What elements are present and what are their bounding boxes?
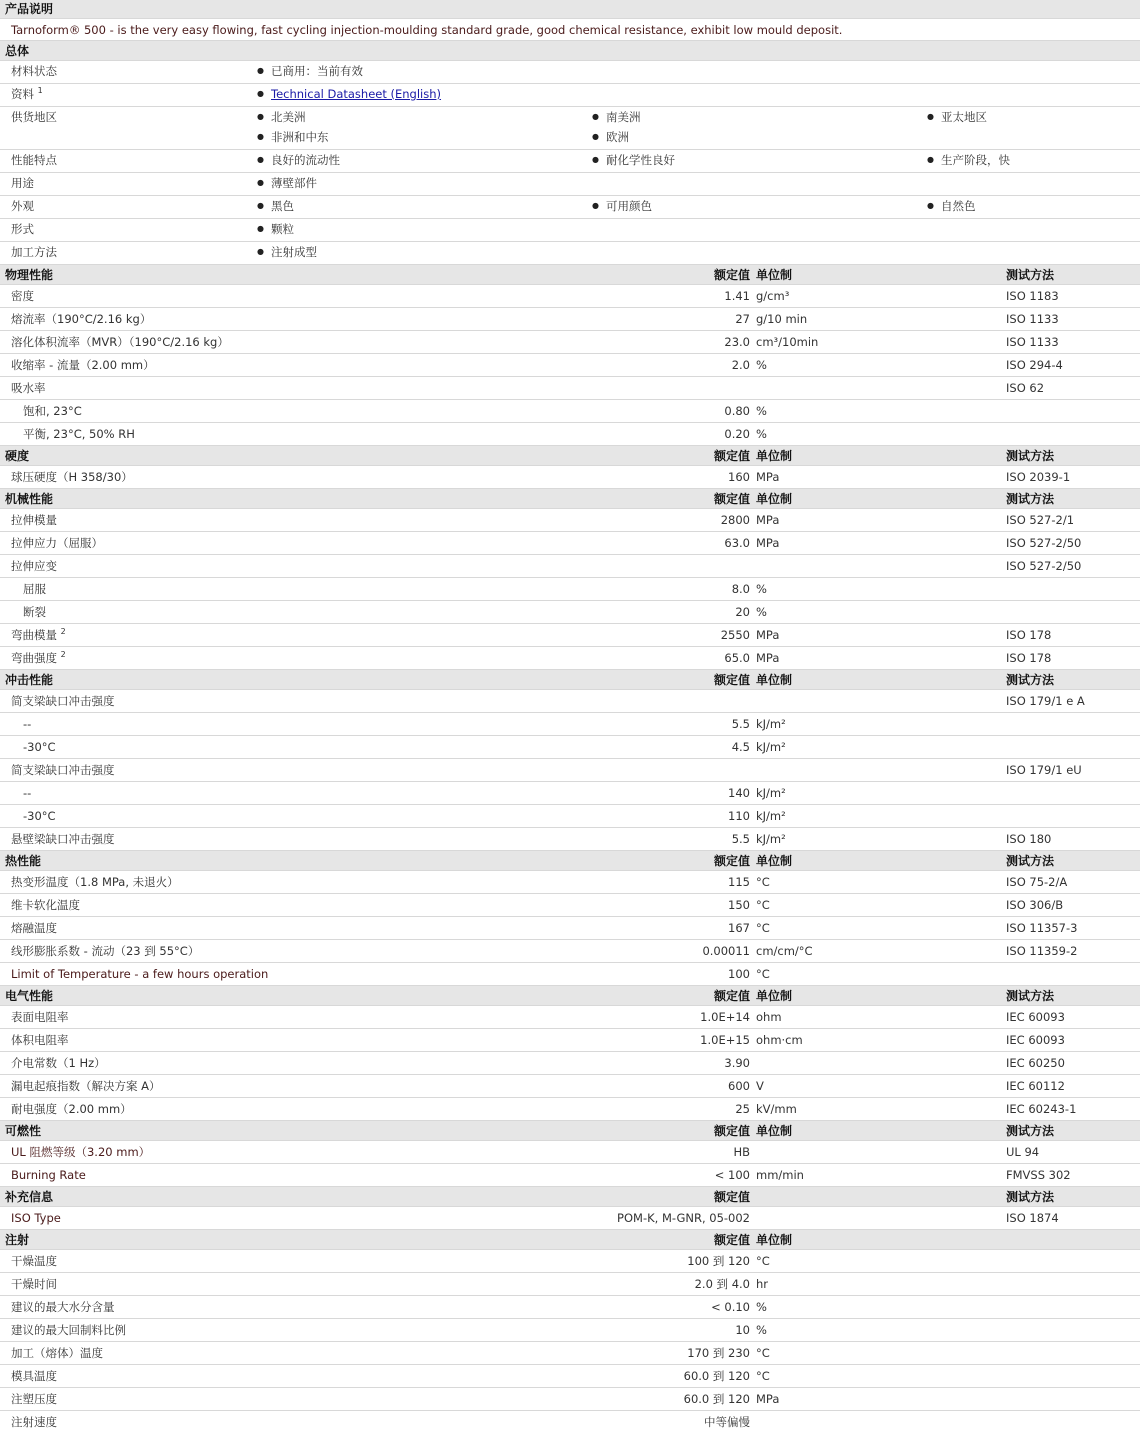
column-header-method: 测试方法 xyxy=(1006,492,1055,506)
property-row xyxy=(0,400,1140,423)
bullet-item xyxy=(592,107,641,127)
property-unit: °C xyxy=(756,875,770,889)
column-header-unit: 单位制 xyxy=(756,449,793,463)
section-header xyxy=(0,265,1140,285)
property-label: 简支梁缺口冲击强度 xyxy=(11,763,115,777)
test-method: ISO 1133 xyxy=(1006,335,1059,349)
test-method: IEC 60250 xyxy=(1006,1056,1065,1070)
column-header-method: 测试方法 xyxy=(1006,1190,1055,1204)
column-header-unit: 单位制 xyxy=(756,989,793,1003)
property-unit: ohm xyxy=(756,1010,782,1024)
property-value: 1.41 xyxy=(724,289,750,303)
general-row xyxy=(0,242,1140,265)
property-label: 密度 xyxy=(11,289,34,303)
property-label: -- xyxy=(23,786,32,800)
property-row xyxy=(0,624,1140,647)
property-unit: kV/mm xyxy=(756,1102,797,1116)
property-label: 加工（熔体）温度 xyxy=(11,1346,103,1360)
bullet-item xyxy=(257,61,363,81)
property-unit: % xyxy=(756,1323,767,1337)
bullet-item-text: ● 耐化学性良好 xyxy=(606,153,675,167)
property-label: 建议的最大水分含量 xyxy=(11,1300,115,1314)
property-label: 断裂 xyxy=(23,605,46,619)
property-value: 110 xyxy=(728,809,750,823)
test-method: ISO 306/B xyxy=(1006,898,1064,912)
property-label: 维卡软化温度 xyxy=(11,898,80,912)
property-label: 建议的最大回制料比例 xyxy=(11,1323,126,1337)
property-value: 0.80 xyxy=(724,404,750,418)
property-unit: MPa xyxy=(756,536,780,550)
column-header-value: 额定值 xyxy=(713,268,750,282)
property-row xyxy=(0,690,1140,713)
property-unit: MPa xyxy=(756,513,780,527)
property-value: 100 xyxy=(728,967,750,981)
test-method: IEC 60093 xyxy=(1006,1033,1065,1047)
property-value: HB xyxy=(733,1145,750,1159)
property-label: UL 阻燃等级（3.20 mm） xyxy=(11,1145,151,1159)
property-row xyxy=(0,1141,1140,1164)
property-value: POM-K, M-GNR, 05-002 xyxy=(617,1211,750,1225)
property-unit: °C xyxy=(756,1346,770,1360)
property-unit: % xyxy=(756,404,767,418)
property-row xyxy=(0,331,1140,354)
property-label: Burning Rate xyxy=(11,1168,86,1182)
bullet-item-text[interactable]: ● Technical Datasheet (English) xyxy=(271,87,442,101)
bullet-item-text: ● 亚太地区 xyxy=(941,110,987,124)
property-unit: cm³/10min xyxy=(756,335,819,349)
property-label: 表面电阻率 xyxy=(11,1010,69,1024)
property-label: 球压硬度（H 358/30） xyxy=(11,470,133,484)
column-header-value: 额定值 xyxy=(713,449,750,463)
property-unit: mm/min xyxy=(756,1168,804,1182)
bullet-item-text: ● 非洲和中东 xyxy=(271,130,329,144)
section-title: 热性能 xyxy=(5,854,42,868)
property-row xyxy=(0,1029,1140,1052)
property-value: 2800 xyxy=(720,513,750,527)
property-unit: % xyxy=(756,582,767,596)
property-value: 140 xyxy=(728,786,750,800)
bullet-item xyxy=(257,219,294,239)
property-row xyxy=(0,1250,1140,1273)
property-unit: kJ/m² xyxy=(756,832,786,846)
property-value: 100 到 120 xyxy=(687,1254,750,1268)
section-title: 冲击性能 xyxy=(5,673,54,687)
section-header-description xyxy=(0,0,1140,19)
property-row xyxy=(0,917,1140,940)
field-label: 加工方法 xyxy=(11,245,57,259)
property-value: 3.90 xyxy=(724,1056,750,1070)
field-label: 材料状态 xyxy=(11,64,57,78)
general-row xyxy=(0,107,1140,150)
property-unit: % xyxy=(756,605,767,619)
section-header xyxy=(0,489,1140,509)
column-header-unit: 单位制 xyxy=(756,673,793,687)
column-header-value: 额定值 xyxy=(713,989,750,1003)
field-label: 性能特点 xyxy=(11,153,57,167)
property-row xyxy=(0,1365,1140,1388)
property-row xyxy=(0,532,1140,555)
test-method: ISO 11359-2 xyxy=(1006,944,1078,958)
property-label: -30°C xyxy=(23,740,56,754)
property-value: 5.5 xyxy=(731,717,750,731)
property-value: 10 xyxy=(735,1323,750,1337)
property-value: < 0.10 xyxy=(711,1300,750,1314)
test-method: ISO 179/1 e A xyxy=(1006,694,1085,708)
property-row xyxy=(0,759,1140,782)
property-label: 熔融温度 xyxy=(11,921,57,935)
property-label: 介电常数（1 Hz） xyxy=(11,1056,106,1070)
property-unit: MPa xyxy=(756,628,780,642)
property-unit: cm/cm/°C xyxy=(756,944,813,958)
property-row xyxy=(0,377,1140,400)
column-header-method: 测试方法 xyxy=(1006,989,1055,1003)
property-label: -30°C xyxy=(23,809,56,823)
property-value: 0.00011 xyxy=(702,944,750,958)
section-header xyxy=(0,670,1140,690)
property-row xyxy=(0,1164,1140,1187)
bullet-item-text: ● 颗粒 xyxy=(271,222,294,236)
property-unit: % xyxy=(756,358,767,372)
section-header xyxy=(0,986,1140,1006)
property-row xyxy=(0,736,1140,759)
column-header-value: 额定值 xyxy=(713,673,750,687)
test-method: ISO 294-4 xyxy=(1006,358,1063,372)
column-header-value: 额定值 xyxy=(713,854,750,868)
test-method: ISO 527-2/50 xyxy=(1006,536,1082,550)
bullet-item-text: ● 北美洲 xyxy=(271,110,306,124)
property-unit: ohm·cm xyxy=(756,1033,803,1047)
property-unit: °C xyxy=(756,898,770,912)
property-row xyxy=(0,423,1140,446)
bullet-item xyxy=(927,107,987,127)
property-unit: kJ/m² xyxy=(756,740,786,754)
property-value: 1.0E+15 xyxy=(700,1033,750,1047)
column-header-method: 测试方法 xyxy=(1006,268,1055,282)
section-title: 产品说明 xyxy=(5,2,54,16)
test-method: FMVSS 302 xyxy=(1006,1168,1071,1182)
bullet-item-text: ● 生产阶段，快 xyxy=(941,153,1010,167)
property-unit: kJ/m² xyxy=(756,809,786,823)
property-unit: % xyxy=(756,427,767,441)
test-method: ISO 62 xyxy=(1006,381,1045,395)
bullet-item xyxy=(927,150,1010,170)
property-row xyxy=(0,828,1140,851)
column-header-method: 测试方法 xyxy=(1006,1124,1055,1138)
property-row xyxy=(0,1411,1140,1433)
property-label: 拉伸模量 xyxy=(11,513,57,527)
test-method: ISO 179/1 eU xyxy=(1006,763,1082,777)
section-header xyxy=(0,1187,1140,1207)
property-row xyxy=(0,647,1140,670)
property-label: 拉伸应力（屈服） xyxy=(11,536,103,550)
description-text: Tarnoform® 500 - is the very easy flowing, fast cycling injection-moulding standard grade, good chemical resistance, exhibit low mould deposit. xyxy=(11,23,843,37)
property-row xyxy=(0,1207,1140,1230)
property-label: 干燥温度 xyxy=(11,1254,57,1268)
general-row xyxy=(0,84,1140,107)
property-label: 注塑压度 xyxy=(11,1392,57,1406)
property-label: 溶化体积流率（MVR）（190°C/2.16 kg） xyxy=(11,335,229,349)
section-header xyxy=(0,446,1140,466)
column-header-value: 额定值 xyxy=(713,492,750,506)
column-header-value: 额定值 xyxy=(713,1233,750,1247)
property-unit: °C xyxy=(756,1254,770,1268)
bullet-item-text: ● 注射成型 xyxy=(271,245,317,259)
section-header xyxy=(0,851,1140,871)
test-method: ISO 180 xyxy=(1006,832,1052,846)
property-unit: MPa xyxy=(756,470,780,484)
property-value: 63.0 xyxy=(724,536,750,550)
property-unit: % xyxy=(756,1300,767,1314)
property-label: ISO Type xyxy=(11,1211,61,1225)
bullet-item-text: ● 可用颜色 xyxy=(606,199,652,213)
bullet-item-text: ● 良好的流动性 xyxy=(271,153,340,167)
property-value: 1.0E+14 xyxy=(700,1010,750,1024)
property-unit: g/cm³ xyxy=(756,289,790,303)
column-header-method: 测试方法 xyxy=(1006,673,1055,687)
property-row xyxy=(0,963,1140,986)
property-unit: V xyxy=(756,1079,764,1093)
property-label: -- xyxy=(23,717,32,731)
datasheet-link[interactable] xyxy=(257,84,441,104)
bullet-item-text: ● 已商用：当前有效 xyxy=(271,64,363,78)
property-label: 干燥时间 xyxy=(11,1277,57,1291)
section-title: 物理性能 xyxy=(5,268,54,282)
test-method: UL 94 xyxy=(1006,1145,1040,1159)
property-label: 漏电起痕指数（解决方案 A） xyxy=(11,1079,161,1093)
property-label: 简支梁缺口冲击强度 xyxy=(11,694,115,708)
property-row xyxy=(0,940,1140,963)
property-label: 注射速度 xyxy=(11,1415,57,1429)
property-label: 饱和, 23°C xyxy=(23,404,82,418)
section-title: 注射 xyxy=(5,1233,30,1247)
property-label: 弯曲模量 $^2$ xyxy=(11,627,66,642)
property-value: 160 xyxy=(728,470,750,484)
property-label: 体积电阻率 xyxy=(11,1033,69,1047)
test-method: ISO 527-2/50 xyxy=(1006,559,1082,573)
section-header xyxy=(0,1230,1140,1250)
column-header-unit: 单位制 xyxy=(756,1233,793,1247)
bullet-item xyxy=(257,107,306,127)
general-row xyxy=(0,173,1140,196)
field-label: 用途 xyxy=(11,176,34,190)
property-label: 悬壁梁缺口冲击强度 xyxy=(11,832,115,846)
property-row xyxy=(0,308,1140,331)
property-unit: kJ/m² xyxy=(756,786,786,800)
property-value: < 100 xyxy=(714,1168,750,1182)
column-header-method: 测试方法 xyxy=(1006,449,1055,463)
property-value: 167 xyxy=(728,921,750,935)
property-label: 耐电强度（2.00 mm） xyxy=(11,1102,132,1116)
test-method: ISO 2039-1 xyxy=(1006,470,1071,484)
property-value: 4.5 xyxy=(731,740,750,754)
test-method: ISO 527-2/1 xyxy=(1006,513,1075,527)
property-row xyxy=(0,1098,1140,1121)
field-label: 形式 xyxy=(11,222,34,236)
property-row xyxy=(0,601,1140,624)
bullet-item xyxy=(257,150,340,170)
test-method: IEC 60112 xyxy=(1006,1079,1065,1093)
property-row xyxy=(0,466,1140,489)
property-value: 65.0 xyxy=(724,651,750,665)
bullet-item-text: ● 欧洲 xyxy=(606,130,629,144)
property-unit: °C xyxy=(756,967,770,981)
property-row xyxy=(0,1319,1140,1342)
bullet-item-text: ● 自然色 xyxy=(941,199,976,213)
property-row xyxy=(0,894,1140,917)
test-method: IEC 60093 xyxy=(1006,1010,1065,1024)
property-value: 中等偏慢 xyxy=(704,1415,750,1429)
general-row xyxy=(0,196,1140,219)
section-title: 补充信息 xyxy=(5,1190,54,1204)
general-row xyxy=(0,61,1140,84)
column-header-method: 测试方法 xyxy=(1006,854,1055,868)
property-value: 5.5 xyxy=(731,832,750,846)
property-row xyxy=(0,1273,1140,1296)
test-method: ISO 75-2/A xyxy=(1006,875,1068,889)
property-value: 600 xyxy=(728,1079,750,1093)
property-label: 屈服 xyxy=(23,582,46,596)
property-row xyxy=(0,782,1140,805)
property-unit: hr xyxy=(756,1277,769,1291)
bullet-item xyxy=(592,150,675,170)
bullet-item xyxy=(257,173,317,193)
test-method: ISO 178 xyxy=(1006,628,1052,642)
field-label: 资料 $^1$ xyxy=(11,86,43,101)
section-header-general xyxy=(0,41,1140,61)
property-row xyxy=(0,1075,1140,1098)
bullet-item xyxy=(927,196,976,216)
property-row xyxy=(0,871,1140,894)
general-row xyxy=(0,150,1140,173)
section-title: 总体 xyxy=(5,44,30,58)
property-row xyxy=(0,354,1140,377)
column-header-unit: 单位制 xyxy=(756,492,793,506)
property-label: 模具温度 xyxy=(11,1369,57,1383)
property-value: 60.0 到 120 xyxy=(683,1369,750,1383)
column-header-unit: 单位制 xyxy=(756,268,793,282)
bullet-item-text: ● 薄壁部件 xyxy=(271,176,317,190)
property-value: 27 xyxy=(735,312,750,326)
property-value: 60.0 到 120 xyxy=(683,1392,750,1406)
property-label: 平衡, 23°C, 50% RH xyxy=(23,427,135,441)
column-header-value: 额定值 xyxy=(713,1190,750,1204)
property-row xyxy=(0,1296,1140,1319)
property-unit: MPa xyxy=(756,1392,780,1406)
property-row xyxy=(0,578,1140,601)
field-label: 外观 xyxy=(11,199,34,213)
test-method: ISO 11357-3 xyxy=(1006,921,1078,935)
property-row xyxy=(0,805,1140,828)
property-label: 拉伸应变 xyxy=(11,559,57,573)
property-value: 25 xyxy=(735,1102,750,1116)
property-value: 23.0 xyxy=(724,335,750,349)
property-label: 熔流率（190°C/2.16 kg） xyxy=(11,312,152,326)
property-value: 2.0 到 4.0 xyxy=(694,1277,750,1291)
test-method: ISO 1874 xyxy=(1006,1211,1059,1225)
property-value: 8.0 xyxy=(731,582,750,596)
column-header-value: 额定值 xyxy=(713,1124,750,1138)
general-row xyxy=(0,219,1140,242)
bullet-item xyxy=(257,196,294,216)
property-unit: °C xyxy=(756,1369,770,1383)
test-method: ISO 178 xyxy=(1006,651,1052,665)
property-label: 收缩率 - 流量（2.00 mm） xyxy=(11,358,155,372)
test-method: IEC 60243-1 xyxy=(1006,1102,1077,1116)
property-label: 弯曲强度 $^2$ xyxy=(11,650,66,665)
property-label: Limit of Temperature - a few hours operation xyxy=(11,967,269,981)
bullet-item xyxy=(592,127,629,147)
section-title: 硬度 xyxy=(5,449,30,463)
property-unit: MPa xyxy=(756,651,780,665)
bullet-item xyxy=(257,127,329,147)
property-value: 2.0 xyxy=(731,358,750,372)
column-header-unit: 单位制 xyxy=(756,1124,793,1138)
field-label: 供货地区 xyxy=(11,110,57,124)
property-row xyxy=(0,1342,1140,1365)
bullet-item-text: ● 黑色 xyxy=(271,199,294,213)
section-title: 可燃性 xyxy=(5,1124,42,1138)
bullet-item xyxy=(592,196,652,216)
property-value: 20 xyxy=(735,605,750,619)
property-row xyxy=(0,1052,1140,1075)
property-row xyxy=(0,285,1140,308)
property-value: 170 到 230 xyxy=(687,1346,750,1360)
property-unit: g/10 min xyxy=(756,312,808,326)
property-row xyxy=(0,555,1140,578)
column-header-unit: 单位制 xyxy=(756,854,793,868)
bullet-item-text: ● 南美洲 xyxy=(606,110,641,124)
property-value: 0.20 xyxy=(724,427,750,441)
section-header xyxy=(0,1121,1140,1141)
property-row xyxy=(0,713,1140,736)
property-label: 线形膨胀系数 - 流动（23 到 55°C） xyxy=(11,944,200,958)
description-row xyxy=(0,19,1140,41)
section-title: 电气性能 xyxy=(5,989,54,1003)
property-row xyxy=(0,1388,1140,1411)
property-value: 115 xyxy=(728,875,750,889)
property-value: 2550 xyxy=(720,628,750,642)
property-value: 150 xyxy=(728,898,750,912)
bullet-item xyxy=(257,242,317,262)
property-row xyxy=(0,509,1140,532)
property-label: 热变形温度（1.8 MPa, 未退火） xyxy=(11,875,179,889)
test-method: ISO 1133 xyxy=(1006,312,1059,326)
property-label: 吸水率 xyxy=(11,381,46,395)
property-unit: °C xyxy=(756,921,770,935)
section-title: 机械性能 xyxy=(5,492,54,506)
test-method: ISO 1183 xyxy=(1006,289,1059,303)
property-unit: kJ/m² xyxy=(756,717,786,731)
property-row xyxy=(0,1006,1140,1029)
